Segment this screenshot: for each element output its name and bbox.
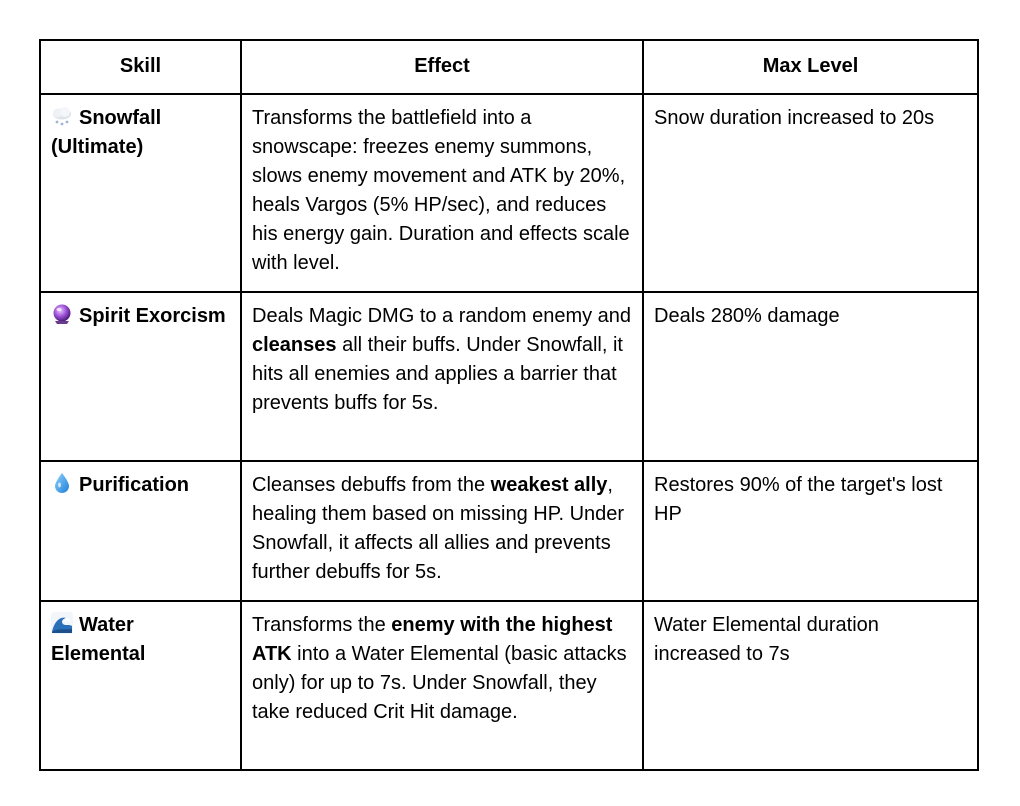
effect-keyword: cleanses — [252, 334, 337, 356]
effect-cell — [241, 94, 643, 292]
effect-text: all their buffs. Under Snowfall, it hits all enemies and applies a barrier that prevents buffs for 5s. — [252, 334, 623, 414]
header-max-level: Max Level — [643, 40, 978, 94]
skill-cell — [40, 461, 241, 601]
water-wave-icon — [51, 612, 73, 634]
effect-text: Transforms the — [252, 614, 392, 636]
max-level-cell: Deals 280% damage — [643, 292, 978, 461]
table-row — [40, 94, 978, 292]
effect-text: into a Water Elemental (basic attacks only) for up to 7s. Under Snowfall, they take reduced Crit Hit damage. — [252, 643, 627, 723]
skill-cell — [40, 94, 241, 292]
effect-cell — [241, 601, 643, 770]
skill-name: Spirit Exorcism — [79, 305, 226, 327]
max-level-cell: Water Elemental duration increased to 7s — [643, 601, 978, 770]
effect-text: Cleanses debuffs from the — [252, 474, 491, 496]
snow-cloud-icon — [51, 105, 73, 127]
max-level-cell: Snow duration increased to 20s — [643, 94, 978, 292]
effect-cell — [241, 461, 643, 601]
max-level-cell: Restores 90% of the target's lost HP — [643, 461, 978, 601]
skill-cell — [40, 601, 241, 770]
effect-keyword: enemy with the highest ATK — [252, 614, 613, 665]
table-row — [40, 292, 978, 461]
skill-name: Water Elemental — [51, 614, 146, 665]
effect-text: Transforms the battlefield into a snowscape: freezes enemy summons, slows enemy movement and ATK by 20%, heals Vargos (5% HP/sec), and reduces his energy gain. Duration and effects scale with level. — [252, 107, 630, 274]
header-row — [40, 40, 978, 94]
skill-name: Snowfall (Ultimate) — [51, 107, 162, 158]
effect-text: , healing them based on missing HP. Under Snowfall, it affects all allies and prevents further debuffs for 5s. — [252, 474, 625, 583]
skill-cell — [40, 292, 241, 461]
header-skill: Skill — [40, 40, 241, 94]
effect-text: Deals Magic DMG to a random enemy and — [252, 305, 632, 327]
effect-keyword: weakest ally — [490, 474, 608, 496]
skill-name: Purification — [79, 474, 190, 496]
header-effect: Effect — [241, 40, 643, 94]
table-row — [40, 601, 978, 770]
crystal-ball-icon — [51, 303, 73, 325]
droplet-icon — [51, 472, 73, 494]
table-row — [40, 461, 978, 601]
skills-table — [39, 39, 979, 771]
effect-cell — [241, 292, 643, 461]
